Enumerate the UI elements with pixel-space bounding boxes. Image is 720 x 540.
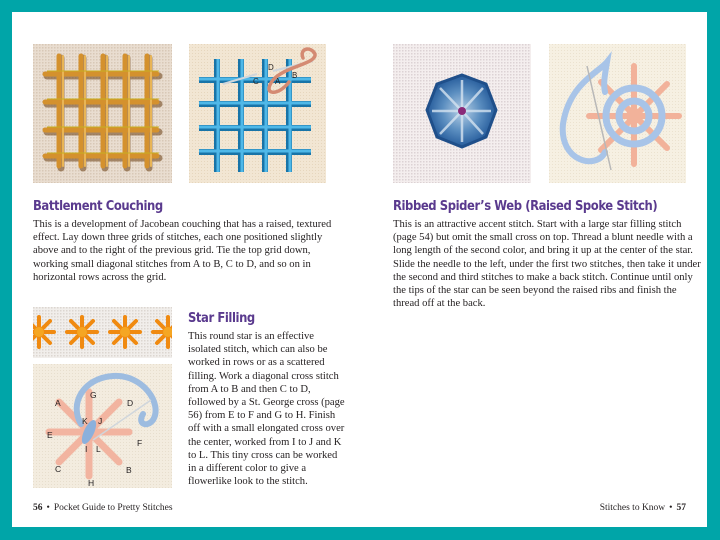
svg-text:E: E <box>47 430 53 440</box>
svg-text:C: C <box>55 464 62 474</box>
svg-text:D: D <box>127 398 134 408</box>
battlement-couching-photo <box>33 44 172 183</box>
right-page <box>360 12 707 527</box>
diagram-label-b: B <box>292 71 298 80</box>
right-running-title: Stitches to Know <box>599 503 666 513</box>
svg-text:I: I <box>85 444 88 454</box>
spider-web-photo <box>393 44 531 183</box>
diagram-label-c: C <box>253 77 259 86</box>
diagram-label-d: D <box>268 63 274 72</box>
svg-text:B: B <box>126 465 132 475</box>
right-page-footer <box>600 503 686 513</box>
svg-text:F: F <box>137 438 143 448</box>
star-filling-body: This round star is an effective isolated stitch, which can also be worked in rows or as a scattered filling. Work a diagonal cross stitch from A to B and then C to D, followed by a St. George cross (page 56) from E to F and G to H. Finish off with a small elongated cross over the center, worked from I to J and K to L. This tiny cross can be worked in a different color to give a flowerlike look to the stitch. <box>188 331 345 488</box>
left-running-title: Pocket Guide to Pretty Stitches <box>53 503 173 513</box>
svg-text:H: H <box>88 478 95 488</box>
spider-web-diagram <box>549 44 686 183</box>
footer-separator: • <box>669 503 673 513</box>
svg-text:L: L <box>96 444 101 454</box>
book-spread <box>12 12 707 527</box>
battlement-couching-heading: Battlement Couching <box>33 198 163 214</box>
footer-separator: • <box>46 503 50 513</box>
right-page-number: 57 <box>676 503 686 513</box>
star-filling-diagram <box>33 364 172 488</box>
svg-text:K: K <box>82 416 88 426</box>
star-filling-photo <box>33 307 172 358</box>
diagram-label-a: A <box>275 77 281 86</box>
battlement-couching-diagram <box>189 44 326 183</box>
star-filling-heading: Star Filling <box>188 310 255 326</box>
svg-text:G: G <box>90 390 97 400</box>
svg-text:A: A <box>55 398 61 408</box>
left-page-footer <box>33 503 173 513</box>
battlement-couching-body: This is a development of Jacobean couching that has a raised, textured effect. Lay down three grids of stitches, each one positioned slightly above and to the right of the previous grid. Tie the top grid down, working small diagonal stitches from A to B, C to D, and so on in horizontal rows across the grid. <box>33 219 332 283</box>
spider-web-body: This is an attractive accent stitch. Start with a large star filling stitch (page 54) but omit the small cross on top. Thread a blunt needle with a long length of the second color, and bring it up at the center of the star. Slide the needle to the left, under the first two stitches, then take it under the second and third stitches to make a back stitch. Continue until only the tips of the star can be seen beyond the raised ribs and finish the thread off at the back. <box>393 219 701 310</box>
left-page <box>12 12 360 527</box>
svg-text:J: J <box>98 416 103 426</box>
spider-web-heading: Ribbed Spider’s Web (Raised Spoke Stitch) <box>393 198 658 214</box>
left-page-number: 56 <box>33 503 43 513</box>
